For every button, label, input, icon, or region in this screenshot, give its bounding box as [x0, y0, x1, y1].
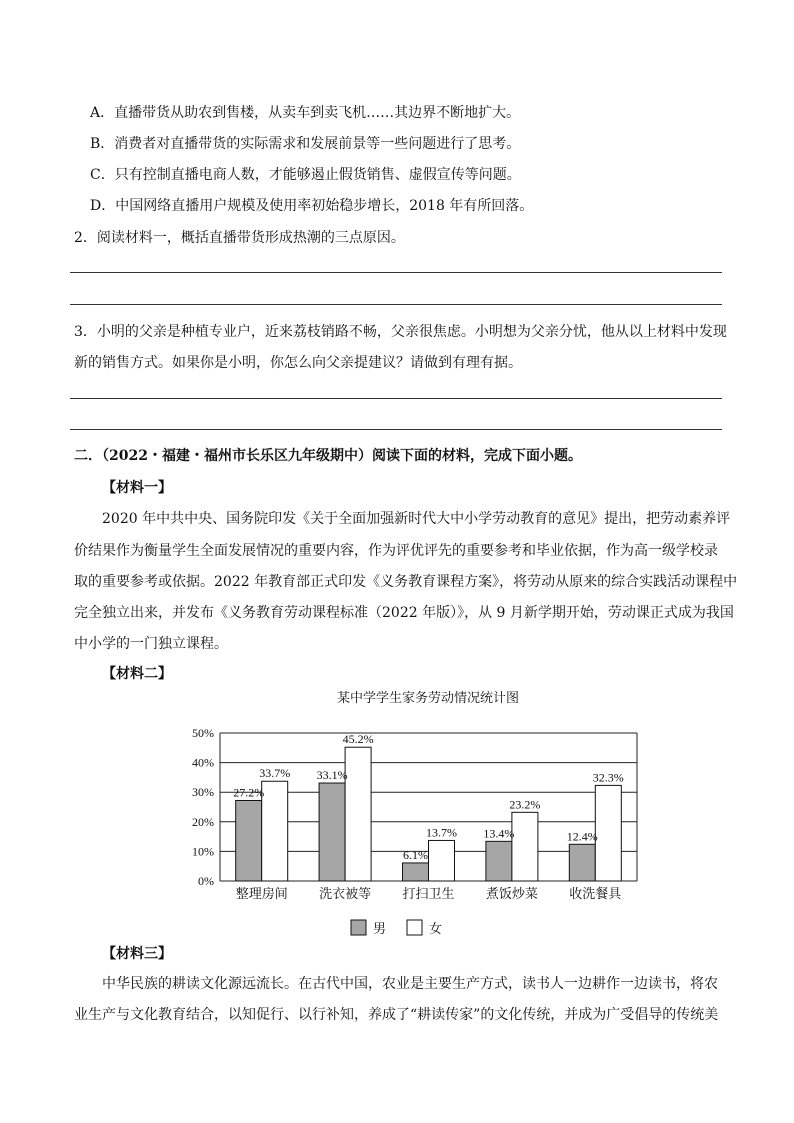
- y-tick-label: 0%: [198, 874, 214, 888]
- chart-title: 某中学学生家务劳动情况统计图: [336, 690, 520, 705]
- data-label: 27.2%: [233, 785, 265, 800]
- data-label: 12.4%: [566, 829, 598, 844]
- x-tick-label: 洗衣被等: [319, 886, 372, 901]
- x-tick-label: 煮饭炒菜: [485, 886, 538, 901]
- y-tick-label: 20%: [192, 814, 214, 829]
- material-3-label: 【材料三】: [102, 946, 172, 962]
- bar-female: [595, 785, 621, 881]
- y-tick-label: 10%: [192, 844, 214, 859]
- question-3-line-1: 3．小明的父亲是种植专业户，近来荔枝销路不畅，父亲很焦虑。小明想为父亲分忧，他从以上材料中发现: [74, 324, 727, 340]
- material-1-line: 完全独立出来，并发布《义务教育劳动课程标准（2022 年版）》，从 9 月新学期开始，劳动课正式成为我国: [74, 605, 734, 621]
- bar-female: [429, 840, 455, 881]
- x-tick-label: 打扫卫生: [402, 886, 455, 901]
- answer-line: [70, 304, 722, 305]
- chart-bars: [236, 747, 622, 881]
- material-3-line: 业生产与文化教育结合，以知促行、以行补知，养成了“耕读传家”的文化传统，并成为广受倡导的传统美: [74, 1007, 719, 1023]
- material-2-label: 【材料二】: [102, 666, 172, 682]
- question-3-line-2: 新的销售方式。如果你是小明，你怎么向父亲提建议？请做到有理有据。: [74, 355, 522, 371]
- bar-female: [345, 747, 371, 881]
- material-1-line: 2020 年中共中央、国务院印发《关于全面加强新时代大中小学劳动教育的意见》提出，把劳动素养评: [102, 511, 731, 527]
- option-d: D．中国网络直播用户规模及使用率初始稳步增长，2018 年有所回落。: [90, 198, 534, 214]
- data-label: 6.1%: [403, 847, 428, 862]
- x-tick-label: 收洗餐具: [569, 886, 622, 901]
- answer-line: [70, 429, 722, 430]
- legend-swatch-male: [351, 920, 366, 935]
- y-tick-label: 40%: [192, 755, 214, 770]
- material-1-label: 【材料一】: [102, 480, 172, 496]
- material-3-line: 中华民族的耕读文化源远流长。在古代中国，农业是主要生产方式，读书人一边耕作一边读书，将农: [102, 976, 718, 992]
- answer-line: [70, 272, 722, 273]
- answer-line: [70, 398, 722, 399]
- data-label: 23.2%: [509, 797, 541, 812]
- data-label: 32.3%: [592, 770, 624, 785]
- legend-label: 男: [373, 921, 387, 936]
- bar-male: [319, 783, 345, 881]
- data-label: 13.4%: [483, 826, 515, 841]
- material-1-line: 取的重要参考或依据。2022 年教育部正式印发《义务教育课程方案》，将劳动从原来的综合实践活动课程中: [74, 574, 738, 590]
- bar-female: [262, 781, 288, 881]
- legend-label: 女: [429, 921, 443, 936]
- data-label: 33.7%: [259, 766, 291, 781]
- data-label: 45.2%: [342, 732, 374, 747]
- chart-legend: [351, 920, 442, 936]
- material-1-line: 价结果作为衡量学生全面发展情况的重要内容，作为评优评先的重要参考和毕业依据，作为高一级学校录: [74, 543, 718, 559]
- y-tick-label: 30%: [192, 785, 214, 800]
- data-label: 33.1%: [316, 768, 348, 783]
- bar-male: [403, 863, 429, 881]
- bar-male: [486, 841, 512, 881]
- data-label: 13.7%: [426, 825, 457, 840]
- bar-chart: [170, 680, 650, 945]
- y-tick-label: 50%: [192, 726, 214, 740]
- material-1-line: 中小学的一门独立课程。: [74, 636, 228, 652]
- option-b: B．消费者对直播带货的实际需求和发展前景等一些问题进行了思考。: [90, 136, 521, 152]
- option-c: C．只有控制直播电商人数，才能够遏止假货销售、虚假宣传等问题。: [90, 167, 521, 183]
- section-2-heading: 二．（2022・福建・福州市长乐区九年级期中）阅读下面的材料，完成下面小题。: [74, 448, 582, 464]
- bar-male: [236, 800, 262, 881]
- legend-swatch-female: [407, 920, 422, 935]
- bar-male: [569, 844, 595, 881]
- question-2: 2．阅读材料一，概括直播带货形成热潮的三点原因。: [74, 230, 405, 246]
- option-a: A．直播带货从助农到售楼，从卖车到卖飞机……其边界不断地扩大。: [90, 105, 521, 121]
- bar-female: [512, 812, 538, 881]
- x-tick-label: 整理房间: [235, 886, 288, 901]
